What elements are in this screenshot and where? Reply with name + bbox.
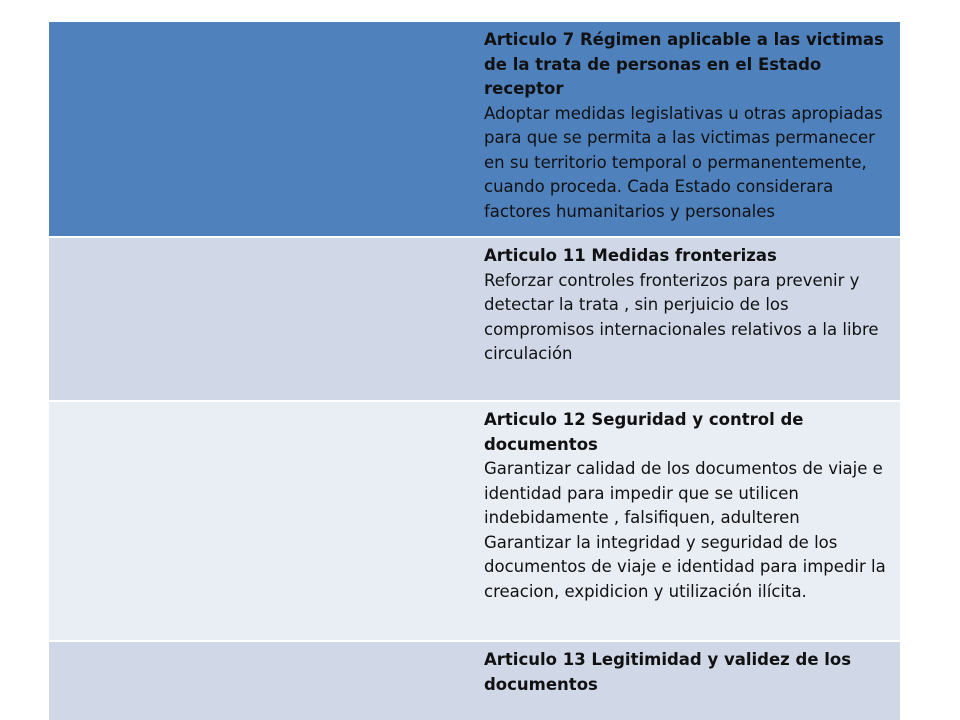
empty-cell [49, 401, 472, 641]
table-row [49, 641, 900, 720]
table-row [49, 22, 900, 237]
article-cell [472, 237, 900, 401]
article-cell [472, 401, 900, 641]
article-cell [472, 641, 900, 720]
table-row [49, 401, 900, 641]
article-body: Reforzar controles fronterizos para prevenir y detectar la trata , sin perjuicio de los compromisos internacionales relativos a la libre circulación [484, 270, 879, 363]
article-heading: Articulo 12 Seguridad y control de documentos [484, 410, 804, 454]
empty-cell [49, 237, 472, 401]
article-heading: Articulo 11 Medidas fronterizas [484, 246, 777, 265]
article-cell [472, 22, 900, 237]
empty-cell [49, 22, 472, 237]
article-body: Garantizar calidad de los documentos de viaje e identidad para impedir que se utilicen indebidamente , falsifiquen, adulteren Garantizar la integridad y seguridad de los documentos de viaje e identidad para impedir la creacion, expidicion y utilización ilícita. [484, 459, 886, 601]
table-row [49, 237, 900, 401]
articles-table [49, 22, 900, 720]
article-heading: Articulo 7 Régimen aplicable a las victimas de la trata de personas en el Estado receptor [484, 30, 884, 98]
empty-cell [49, 641, 472, 720]
article-heading: Articulo 13 Legitimidad y validez de los documentos [484, 650, 852, 694]
article-body: Adoptar medidas legislativas u otras apropiadas para que se permita a las victimas permanecer en su territorio temporal o permanentemente, cuando proceda. Cada Estado considerara factores humanitarios y personales [484, 103, 883, 221]
